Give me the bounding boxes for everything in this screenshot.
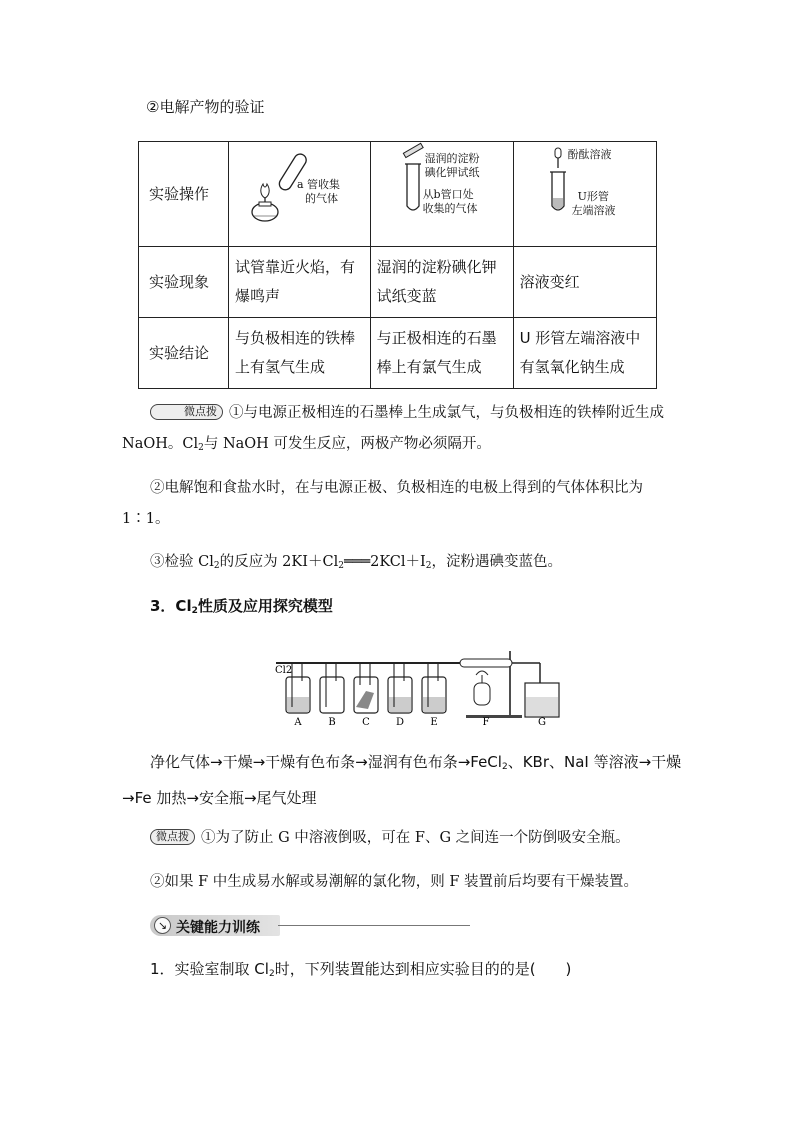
key-ability-banner <box>150 915 470 937</box>
cl2-label: Cl2 <box>275 665 293 676</box>
label-left-solution: 左端溶液 <box>571 204 616 217</box>
row-head-phenomenon: 实验现象 <box>139 247 229 318</box>
experiment-table <box>138 141 657 389</box>
label-b-tube-1: 从b管口处 <box>422 188 474 201</box>
label-d: D <box>395 717 405 728</box>
label-paper-1: 湿润的淀粉 <box>424 152 480 165</box>
label-a-tube: a 管收集 <box>297 178 341 191</box>
tip-badge: 微点拨 <box>150 829 195 845</box>
section-title: ②电解产物的验证 <box>146 98 265 116</box>
heading-cl2-model: 3．$Cl_2$性质及应用探究模型 <box>150 597 333 616</box>
apparatus-diagram <box>270 645 570 730</box>
phenomenon-cell: 湿润的淀粉碘化钾试纸变蓝 <box>370 247 513 318</box>
phenomenon-cell: 溶液变红 <box>513 247 656 318</box>
phenomenon-cell: 试管靠近火焰，有爆鸣声 <box>229 247 371 318</box>
note-item-3: ③检验 $Cl_2$的反应为 $2KI+Cl_2═══2KCl+I_2$，淀粉遇碘变蓝色。 <box>150 554 563 571</box>
conclusion-cell: U 形管左端溶液中有氢氧化钠生成 <box>513 318 656 389</box>
hydrogen-test-figure <box>235 142 315 242</box>
table-row <box>139 318 657 389</box>
row-head-conclusion: 实验结论 <box>139 318 229 389</box>
label-g: G <box>538 717 546 728</box>
label-gas: 的气体 <box>305 192 338 205</box>
tip-badge: 微点拨 <box>150 404 223 420</box>
table-row <box>139 247 657 318</box>
label-f: F <box>482 717 490 728</box>
label-b: B <box>328 717 336 728</box>
note-item-1: 微点拨 ①与电源正极相连的石墨棒上生成氯气，与负极相连的铁棒附近生成 NaOH。$Cl_2$与 NaOH 可发生反应，两极产物必须隔开。 <box>122 405 664 453</box>
note2-item-2: ②如果 F 中生成易水解或易潮解的氯化物，则 F 装置前后均要有干燥装置。 <box>150 874 639 890</box>
note2-item-1: 微点拨 ①为了防止 G 中溶液倒吸，可在 F、G 之间连一个防倒吸安全瓶。 <box>150 823 710 854</box>
operation-cell-hydrogen <box>229 142 371 247</box>
table-row <box>139 142 657 247</box>
label-a: A <box>294 717 302 728</box>
label-paper-2: 碘化钾试纸 <box>424 166 480 179</box>
operation-cell-chlorine <box>370 142 513 247</box>
label-b-tube-2: 收集的气体 <box>422 202 478 215</box>
banner-title: 关键能力训练 <box>176 920 260 936</box>
question-1: 1．实验室制取 $Cl_2$时，下列装置能达到相应实验目的的是( ) <box>150 960 572 979</box>
label-u-tube: U形管 <box>577 190 609 203</box>
conclusion-cell: 与正极相连的石墨棒上有氯气生成 <box>370 318 513 389</box>
label-phenolphthalein: 酚酞溶液 <box>567 148 612 161</box>
row-head-operation: 实验操作 <box>139 142 229 247</box>
label-e: E <box>430 717 438 728</box>
arrow-icon: ↘ <box>154 917 171 934</box>
conclusion-cell: 与负极相连的铁棒上有氢气生成 <box>229 318 371 389</box>
bottle-b <box>320 677 344 713</box>
operation-cell-naoh <box>513 142 656 247</box>
flow-sequence: 净化气体→干燥→干燥有色布条→湿润有色布条→FeCl$_2$、KBr、NaI 等溶液→干燥→Fe 加热→安全瓶→尾气处理 <box>122 753 682 807</box>
note-item-2: ②电解饱和食盐水时，在与电源正极、负极相连的电极上得到的气体体积比为 1∶1。 <box>122 480 643 527</box>
label-c: C <box>362 717 370 728</box>
